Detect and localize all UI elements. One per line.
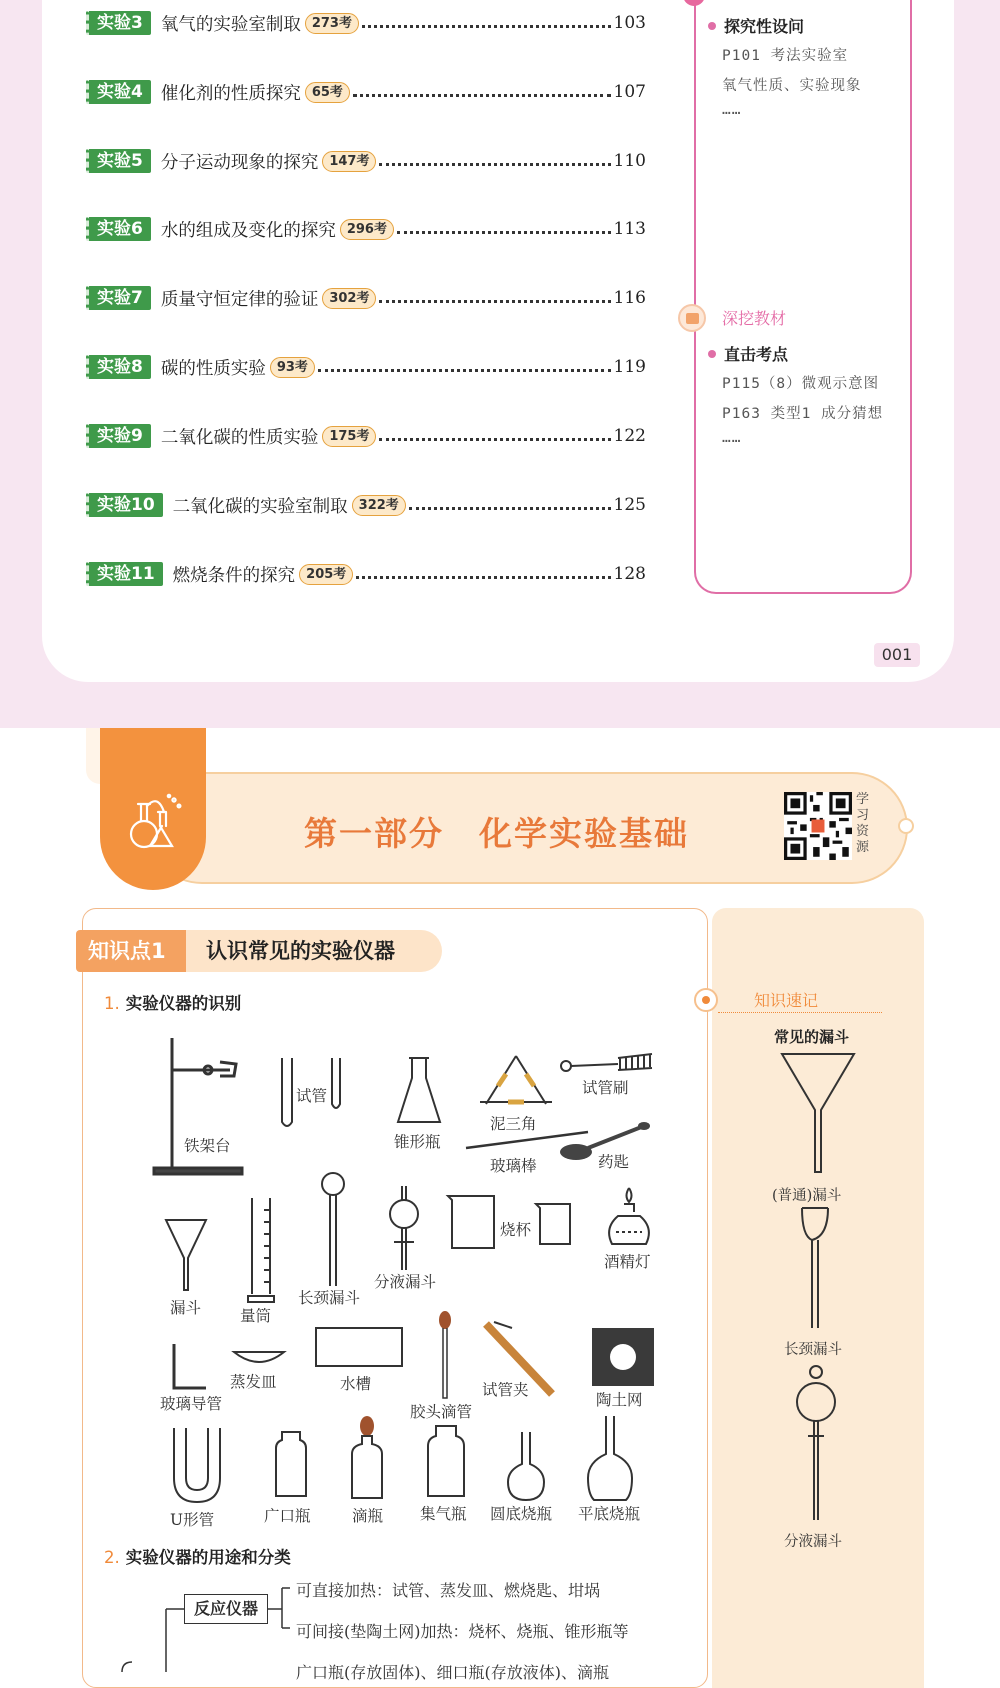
leader-dots — [379, 300, 610, 303]
apparatus-label: 烧杯 — [500, 1221, 532, 1239]
apparatus-label: 圆底烧瓶 — [490, 1505, 553, 1523]
toc-item[interactable] — [86, 490, 646, 520]
conical-flask-icon — [394, 1056, 444, 1126]
banner-end-dot — [898, 818, 914, 834]
experiment-title: 水的组成及变化的探究 — [160, 220, 336, 241]
experiment-tag: 实验9 — [86, 424, 151, 448]
side-heading: 深挖教材 — [722, 309, 787, 328]
leader-dots — [318, 369, 611, 372]
page-number: 125 — [613, 495, 646, 515]
apparatus-label: 分液漏斗 — [374, 1273, 437, 1291]
apparatus-label: 玻璃棒 — [490, 1157, 537, 1175]
memo-heading: 常见的漏斗 — [774, 1028, 850, 1046]
page-number: 116 — [613, 288, 646, 308]
page-number: 110 — [613, 151, 646, 171]
experiment-tag: 实验6 — [86, 217, 151, 241]
apparatus-label: 广口瓶 — [264, 1507, 311, 1525]
toc-item[interactable] — [86, 283, 646, 313]
memo-divider — [718, 1012, 882, 1013]
page-number-badge: 001 — [874, 643, 920, 667]
leader-dots — [379, 438, 610, 441]
funnel-icon — [780, 1052, 856, 1176]
page-number: 122 — [613, 426, 646, 446]
side-item-title: 直击考点 — [708, 342, 788, 365]
textbook-icon — [678, 304, 706, 332]
glass-tube-icon — [170, 1342, 210, 1394]
leader-dots — [356, 576, 610, 579]
page-number: 128 — [613, 564, 646, 584]
leader-dots — [379, 163, 610, 166]
apparatus-label: U形管 — [170, 1511, 215, 1529]
apparatus-label: 集气瓶 — [420, 1505, 467, 1523]
qr-code-icon[interactable] — [784, 792, 852, 860]
experiment-title: 氧气的实验室制取 — [160, 14, 301, 35]
experiment-tag: 实验8 — [86, 355, 151, 379]
apparatus-label: 玻璃导管 — [160, 1395, 223, 1413]
exam-count-badge: 175考 — [322, 426, 376, 447]
leader-dots — [362, 25, 611, 28]
side-line: P115（8）微观示意图 — [722, 376, 880, 392]
exam-count-badge: 147考 — [322, 151, 376, 172]
experiment-title: 分子运动现象的探究 — [160, 152, 319, 173]
gas-collecting-bottle-icon — [426, 1424, 466, 1500]
toc-item[interactable] — [86, 77, 646, 107]
apparatus-label: 陶土网 — [596, 1391, 643, 1409]
test-tube-brush-icon — [558, 1052, 654, 1076]
apparatus-label: 锥形瓶 — [394, 1133, 441, 1151]
memo-title: 知识速记 — [754, 991, 819, 1010]
page-number: 119 — [613, 357, 646, 377]
leader-dots — [397, 231, 611, 234]
chapter-title: 第一部分 化学实验基础 — [304, 814, 689, 853]
experiment-title: 二氧化碳的实验室制取 — [172, 496, 348, 517]
separatory-funnel-icon — [386, 1184, 422, 1272]
long-neck-funnel-icon — [798, 1206, 832, 1330]
funnel-label: 长颈漏斗 — [784, 1342, 842, 1358]
funnel-label: (普通)漏斗 — [772, 1188, 842, 1204]
apparatus-label: 量筒 — [240, 1307, 272, 1325]
alcohol-lamp-icon — [604, 1186, 654, 1248]
classification-line: 可间接(垫陶土网)加热：烧杯、烧瓶、锥形瓶等 — [296, 1622, 629, 1641]
qr-label: 学习资源 — [856, 792, 870, 855]
toc-item[interactable] — [86, 421, 646, 451]
wide-mouth-bottle-icon — [274, 1430, 308, 1500]
toc-item[interactable] — [86, 8, 646, 38]
apparatus-label: 漏斗 — [170, 1299, 202, 1317]
exam-count-badge: 302考 — [322, 288, 376, 309]
apparatus-label: 试管夹 — [482, 1381, 529, 1399]
experiment-title: 二氧化碳的性质实验 — [160, 427, 319, 448]
toc-item[interactable] — [86, 352, 646, 382]
apparatus-label: 蒸发皿 — [230, 1373, 277, 1391]
u-tube-icon — [170, 1426, 224, 1506]
apparatus-label: 泥三角 — [490, 1115, 537, 1133]
toc-item[interactable] — [86, 146, 646, 176]
dropper-icon — [436, 1310, 454, 1402]
apparatus-label: 药匙 — [598, 1153, 630, 1171]
side-line: P163 类型1 成分猜想 — [722, 406, 884, 422]
toc-item[interactable] — [86, 214, 646, 244]
experiment-tag: 实验7 — [86, 286, 151, 310]
section-heading: 1. 实验仪器的识别 — [104, 994, 242, 1013]
apparatus-label: 试管 — [296, 1087, 328, 1105]
knowledge-point-tag: 知识点1 — [76, 930, 188, 972]
dropping-bottle-icon — [350, 1414, 384, 1500]
exam-count-badge: 93考 — [270, 357, 315, 378]
side-item-title: 探究性设问 — [708, 14, 804, 37]
exam-count-badge: 65考 — [305, 82, 350, 103]
experiment-tag: 实验4 — [86, 80, 151, 104]
experiment-tag: 实验11 — [86, 562, 163, 586]
funnel-icon — [164, 1218, 208, 1292]
round-bottom-flask-icon — [506, 1430, 546, 1502]
apparatus-label: 平底烧瓶 — [578, 1505, 641, 1523]
side-line: …… — [722, 102, 742, 118]
experiment-title: 催化剂的性质探究 — [160, 83, 301, 104]
long-neck-funnel-icon — [318, 1170, 348, 1290]
separatory-funnel-icon — [794, 1364, 838, 1524]
leader-dots — [409, 507, 611, 510]
page-number: 103 — [613, 13, 646, 33]
apparatus-label: 水槽 — [340, 1375, 372, 1393]
exam-count-badge: 273考 — [305, 13, 359, 34]
apparatus-label: 长颈漏斗 — [298, 1289, 361, 1307]
flask-icon — [124, 792, 184, 852]
page-number: 107 — [613, 82, 646, 102]
knowledge-point-title: 认识常见的实验仪器 — [186, 930, 442, 972]
side-line: P101 考法实验室 — [722, 48, 849, 64]
water-trough-icon — [314, 1326, 404, 1370]
section-heading: 2. 实验仪器的用途和分类 — [104, 1548, 291, 1567]
graduated-cylinder-icon — [246, 1196, 276, 1304]
apparatus-label: 滴瓶 — [352, 1507, 384, 1525]
flat-bottom-flask-icon — [586, 1414, 634, 1502]
exam-count-badge: 296考 — [340, 219, 394, 240]
page-number: 113 — [613, 219, 646, 239]
experiment-tag: 实验10 — [86, 493, 163, 517]
evaporating-dish-icon — [232, 1346, 286, 1368]
classification-line: 广口瓶(存放固体)、细口瓶(存放液体)、滴瓶 — [296, 1663, 609, 1682]
experiment-tag: 实验5 — [86, 149, 151, 173]
apparatus-label: 铁架台 — [184, 1137, 231, 1155]
apparatus-label: 试管刷 — [582, 1079, 629, 1097]
exam-count-badge: 205考 — [299, 564, 353, 585]
side-line: 氧气性质、实验现象 — [722, 78, 862, 94]
clay-triangle-icon — [476, 1052, 556, 1112]
experiment-title: 燃烧条件的探究 — [172, 565, 296, 586]
experiment-title: 碳的性质实验 — [160, 358, 266, 379]
classification-line: 可直接加热：试管、蒸发皿、燃烧匙、坩埚 — [296, 1581, 601, 1600]
wire-gauze-icon — [590, 1326, 656, 1388]
side-line: …… — [722, 430, 742, 446]
funnel-label: 分液漏斗 — [784, 1534, 842, 1550]
memo-marker-icon — [694, 988, 718, 1012]
exam-count-badge: 322考 — [352, 495, 406, 516]
toc-item[interactable] — [86, 559, 646, 589]
reaction-apparatus-box: 反应仪器 — [184, 1594, 268, 1624]
bullet-icon — [708, 350, 716, 358]
experiment-title: 质量守恒定律的验证 — [160, 289, 319, 310]
experiment-tag: 实验3 — [86, 11, 151, 35]
apparatus-label: 胶头滴管 — [410, 1403, 473, 1421]
apparatus-label: 酒精灯 — [604, 1253, 651, 1271]
leader-dots — [353, 94, 611, 97]
bullet-icon — [708, 22, 716, 30]
